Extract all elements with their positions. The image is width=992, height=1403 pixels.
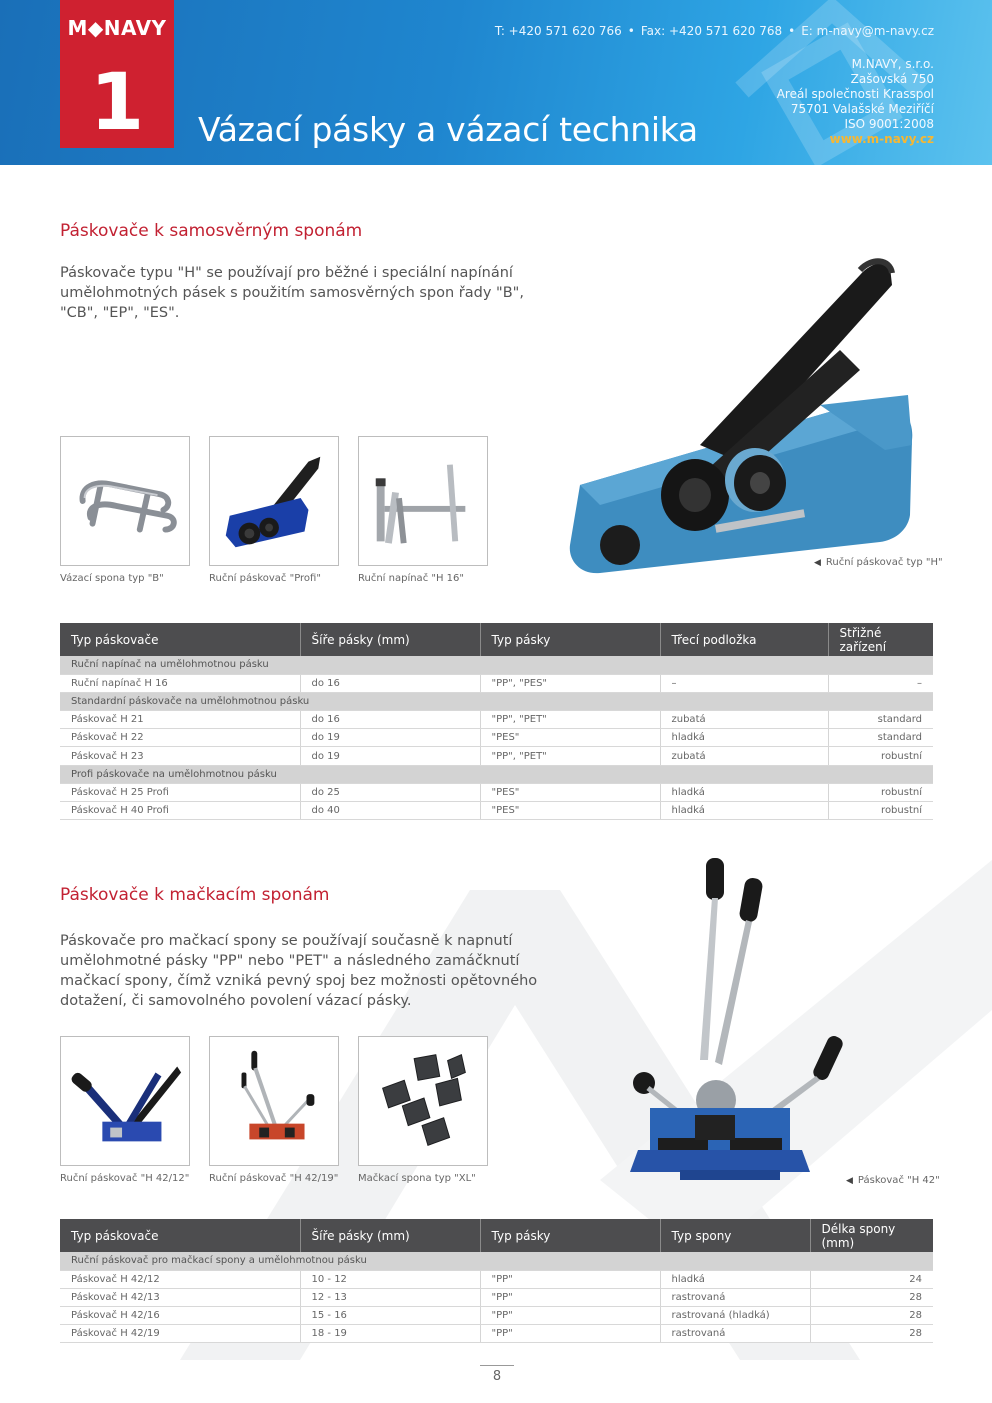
table-cell: do 16	[300, 674, 480, 692]
table-cell: zubatá	[660, 747, 828, 765]
table-header-cell: Šíře pásky (mm)	[300, 1219, 480, 1252]
main-image-caption	[814, 557, 943, 568]
email-address[interactable]: E: m-navy@m-navy.cz	[801, 24, 934, 38]
table-cell: zubatá	[660, 711, 828, 729]
table-cell: Páskovač H 23	[60, 747, 300, 765]
table-cell: do 19	[300, 747, 480, 765]
table-cell: do 19	[300, 729, 480, 747]
table-cell: rastrovaná	[660, 1325, 810, 1343]
page-title: Vázací pásky a vázací technika	[198, 110, 698, 149]
thumbnail-caption: Mačkací spona typ "XL"	[358, 1173, 476, 1184]
table-cell: 18 - 19	[300, 1325, 480, 1343]
table-cell: hladká	[660, 783, 828, 801]
table-row	[60, 783, 933, 801]
caption-arrow-icon: ◀	[846, 1176, 853, 1186]
table-cell: hladká	[660, 1270, 810, 1288]
section2-description	[60, 931, 537, 1011]
table-cell: do 25	[300, 783, 480, 801]
table-cell: 12 - 13	[300, 1288, 480, 1306]
table-cell: Páskovač H 21	[60, 711, 300, 729]
table-header-cell: Třecí podložka	[660, 623, 828, 656]
table-group-row	[60, 1252, 933, 1270]
table-cell: "PP", "PET"	[480, 747, 660, 765]
table-cell: "PES"	[480, 783, 660, 801]
tensioner-profi-image	[209, 436, 339, 566]
table-cell: 28	[810, 1325, 933, 1343]
table-header-cell: Délka spony (mm)	[810, 1219, 933, 1252]
table-cell: standard	[828, 711, 933, 729]
page-number: 8	[492, 1369, 502, 1384]
table-cell: Páskovač H 42/19	[60, 1325, 300, 1343]
table-cell: "PP"	[480, 1270, 660, 1288]
table-cell: –	[660, 674, 828, 692]
group-label: Ruční páskovač pro mačkací spony a umělohmotnou pásku	[60, 1252, 933, 1270]
table-cell: 15 - 16	[300, 1307, 480, 1325]
table-cell: "PP", "PES"	[480, 674, 660, 692]
section1-description	[60, 263, 524, 323]
section1-text-line: "CB", "EP", "ES".	[60, 305, 180, 321]
table-cell: do 16	[300, 711, 480, 729]
table-header-cell: Typ spony	[660, 1219, 810, 1252]
table-cell: Páskovač H 25 Profi	[60, 783, 300, 801]
thumbnail-caption: Ruční napínač "H 16"	[358, 573, 464, 584]
table-row	[60, 1325, 933, 1343]
address-street: Zašovská 750	[850, 72, 934, 86]
section1-text-line: umělohmotných pásek s použitím samosvěrných spon řady "B",	[60, 285, 524, 301]
address-area: Areál společnosti Krasspol	[776, 87, 934, 101]
table-cell: hladká	[660, 729, 828, 747]
phone-number: T: +420 571 620 766	[494, 24, 622, 38]
caption-arrow-icon: ◀	[814, 558, 821, 568]
table-header-cell: Typ páskovače	[60, 1219, 300, 1252]
table-cell: Ruční napínač H 16	[60, 674, 300, 692]
table-cell: –	[828, 674, 933, 692]
table-cell: standard	[828, 729, 933, 747]
table-cell: robustní	[828, 783, 933, 801]
website-link[interactable]: www.m-navy.cz	[829, 132, 934, 146]
table-row	[60, 729, 933, 747]
table-cell: hladká	[660, 802, 828, 820]
iso-certification: ISO 9001:2008	[844, 117, 934, 131]
table-cell: "PP", "PET"	[480, 711, 660, 729]
table-header-row	[60, 623, 933, 656]
main-caption-text: Páskovač "H 42"	[857, 1175, 940, 1186]
table-header-cell: Střižné zařízení	[828, 623, 933, 656]
table-cell: "PP"	[480, 1325, 660, 1343]
table-cell: do 40	[300, 802, 480, 820]
table-cell: 28	[810, 1307, 933, 1325]
thumbnail-caption: Ruční páskovač "Profi"	[209, 573, 321, 584]
sealer-h42-main-image	[620, 850, 860, 1195]
table-cell: Páskovač H 40 Profi	[60, 802, 300, 820]
section2-text-line: Páskovače pro mačkací spony se používají současně k napnutí	[60, 933, 513, 949]
table-row	[60, 747, 933, 765]
chapter-number: 1	[89, 58, 145, 148]
seal-xl-image	[358, 1036, 488, 1166]
section2-text-line: dotažení, či samovolného povolení vázací pásky.	[60, 993, 412, 1009]
table-header-row	[60, 1219, 933, 1252]
table-group-row	[60, 656, 933, 674]
table-cell: Páskovač H 42/13	[60, 1288, 300, 1306]
table-cell: Páskovač H 42/16	[60, 1307, 300, 1325]
thumbnail-caption: Vázací spona typ "B"	[60, 573, 164, 584]
section1-text-line: Páskovače typu "H" se používají pro běžné i speciální napínání	[60, 265, 513, 281]
group-label: Ruční napínač na umělohmotnou pásku	[60, 656, 933, 674]
company-name: M.NAVY, s.r.o.	[851, 57, 934, 71]
table-cell: 28	[810, 1288, 933, 1306]
section2-spec-table	[60, 1219, 933, 1343]
group-label: Standardní páskovače na umělohmotnou pásku	[60, 692, 933, 710]
section2-text-line: mačkací spony, čímž vzniká pevný spoj bez možnosti opětovného	[60, 973, 538, 989]
table-header-cell: Šíře pásky (mm)	[300, 623, 480, 656]
table-group-row	[60, 765, 933, 783]
table-group-row	[60, 692, 933, 710]
sealer-h42-12-image	[60, 1036, 190, 1166]
table-row	[60, 1270, 933, 1288]
table-header-cell: Typ pásky	[480, 1219, 660, 1252]
tensioner-h-main-image	[540, 255, 930, 585]
section1-spec-table	[60, 623, 933, 820]
table-header-cell: Typ páskovače	[60, 623, 300, 656]
group-label: Profi páskovače na umělohmotnou pásku	[60, 765, 933, 783]
sealer-h42-19-image	[209, 1036, 339, 1166]
table-row	[60, 802, 933, 820]
section2-title: Páskovače k mačkacím sponám	[60, 885, 330, 905]
contact-line	[495, 24, 934, 38]
wire-buckle-image	[60, 436, 190, 566]
tensioner-h16-image	[358, 436, 488, 566]
table-cell: Páskovač H 22	[60, 729, 300, 747]
table-cell: "PP"	[480, 1307, 660, 1325]
table-cell: robustní	[828, 747, 933, 765]
table-cell: "PES"	[480, 802, 660, 820]
page-header	[0, 0, 992, 165]
contact-separator: •	[627, 24, 635, 38]
table-cell: rastrovaná	[660, 1288, 810, 1306]
thumbnail-caption: Ruční páskovač "H 42/12"	[60, 1173, 190, 1184]
section2-text-line: umělohmotné pásky "PP" nebo "PET" a následného zamáčknutí	[60, 953, 520, 969]
table-cell: rastrovaná (hladká)	[660, 1307, 810, 1325]
contact-separator: •	[788, 24, 796, 38]
table-cell: Páskovač H 42/12	[60, 1270, 300, 1288]
thumbnail-caption: Ruční páskovač "H 42/19"	[209, 1173, 339, 1184]
table-row	[60, 1288, 933, 1306]
table-cell: robustní	[828, 802, 933, 820]
table-header-cell: Typ pásky	[480, 623, 660, 656]
address-city: 75701 Valašské Meziříčí	[790, 102, 934, 116]
table-cell: "PES"	[480, 729, 660, 747]
table-cell: 10 - 12	[300, 1270, 480, 1288]
page-number-divider	[480, 1365, 514, 1366]
company-address	[777, 57, 934, 147]
table-cell: "PP"	[480, 1288, 660, 1306]
main-caption-text: Ruční páskovač typ "H"	[825, 557, 943, 568]
main-image-caption	[846, 1175, 940, 1186]
table-row	[60, 1307, 933, 1325]
table-row	[60, 711, 933, 729]
section1-title: Páskovače k samosvěrným sponám	[60, 221, 363, 241]
chapter-logo-box	[60, 0, 174, 148]
table-cell: 24	[810, 1270, 933, 1288]
company-logo: M◆NAVY	[67, 16, 167, 40]
table-row	[60, 674, 933, 692]
fax-number: Fax: +420 571 620 768	[640, 24, 783, 38]
